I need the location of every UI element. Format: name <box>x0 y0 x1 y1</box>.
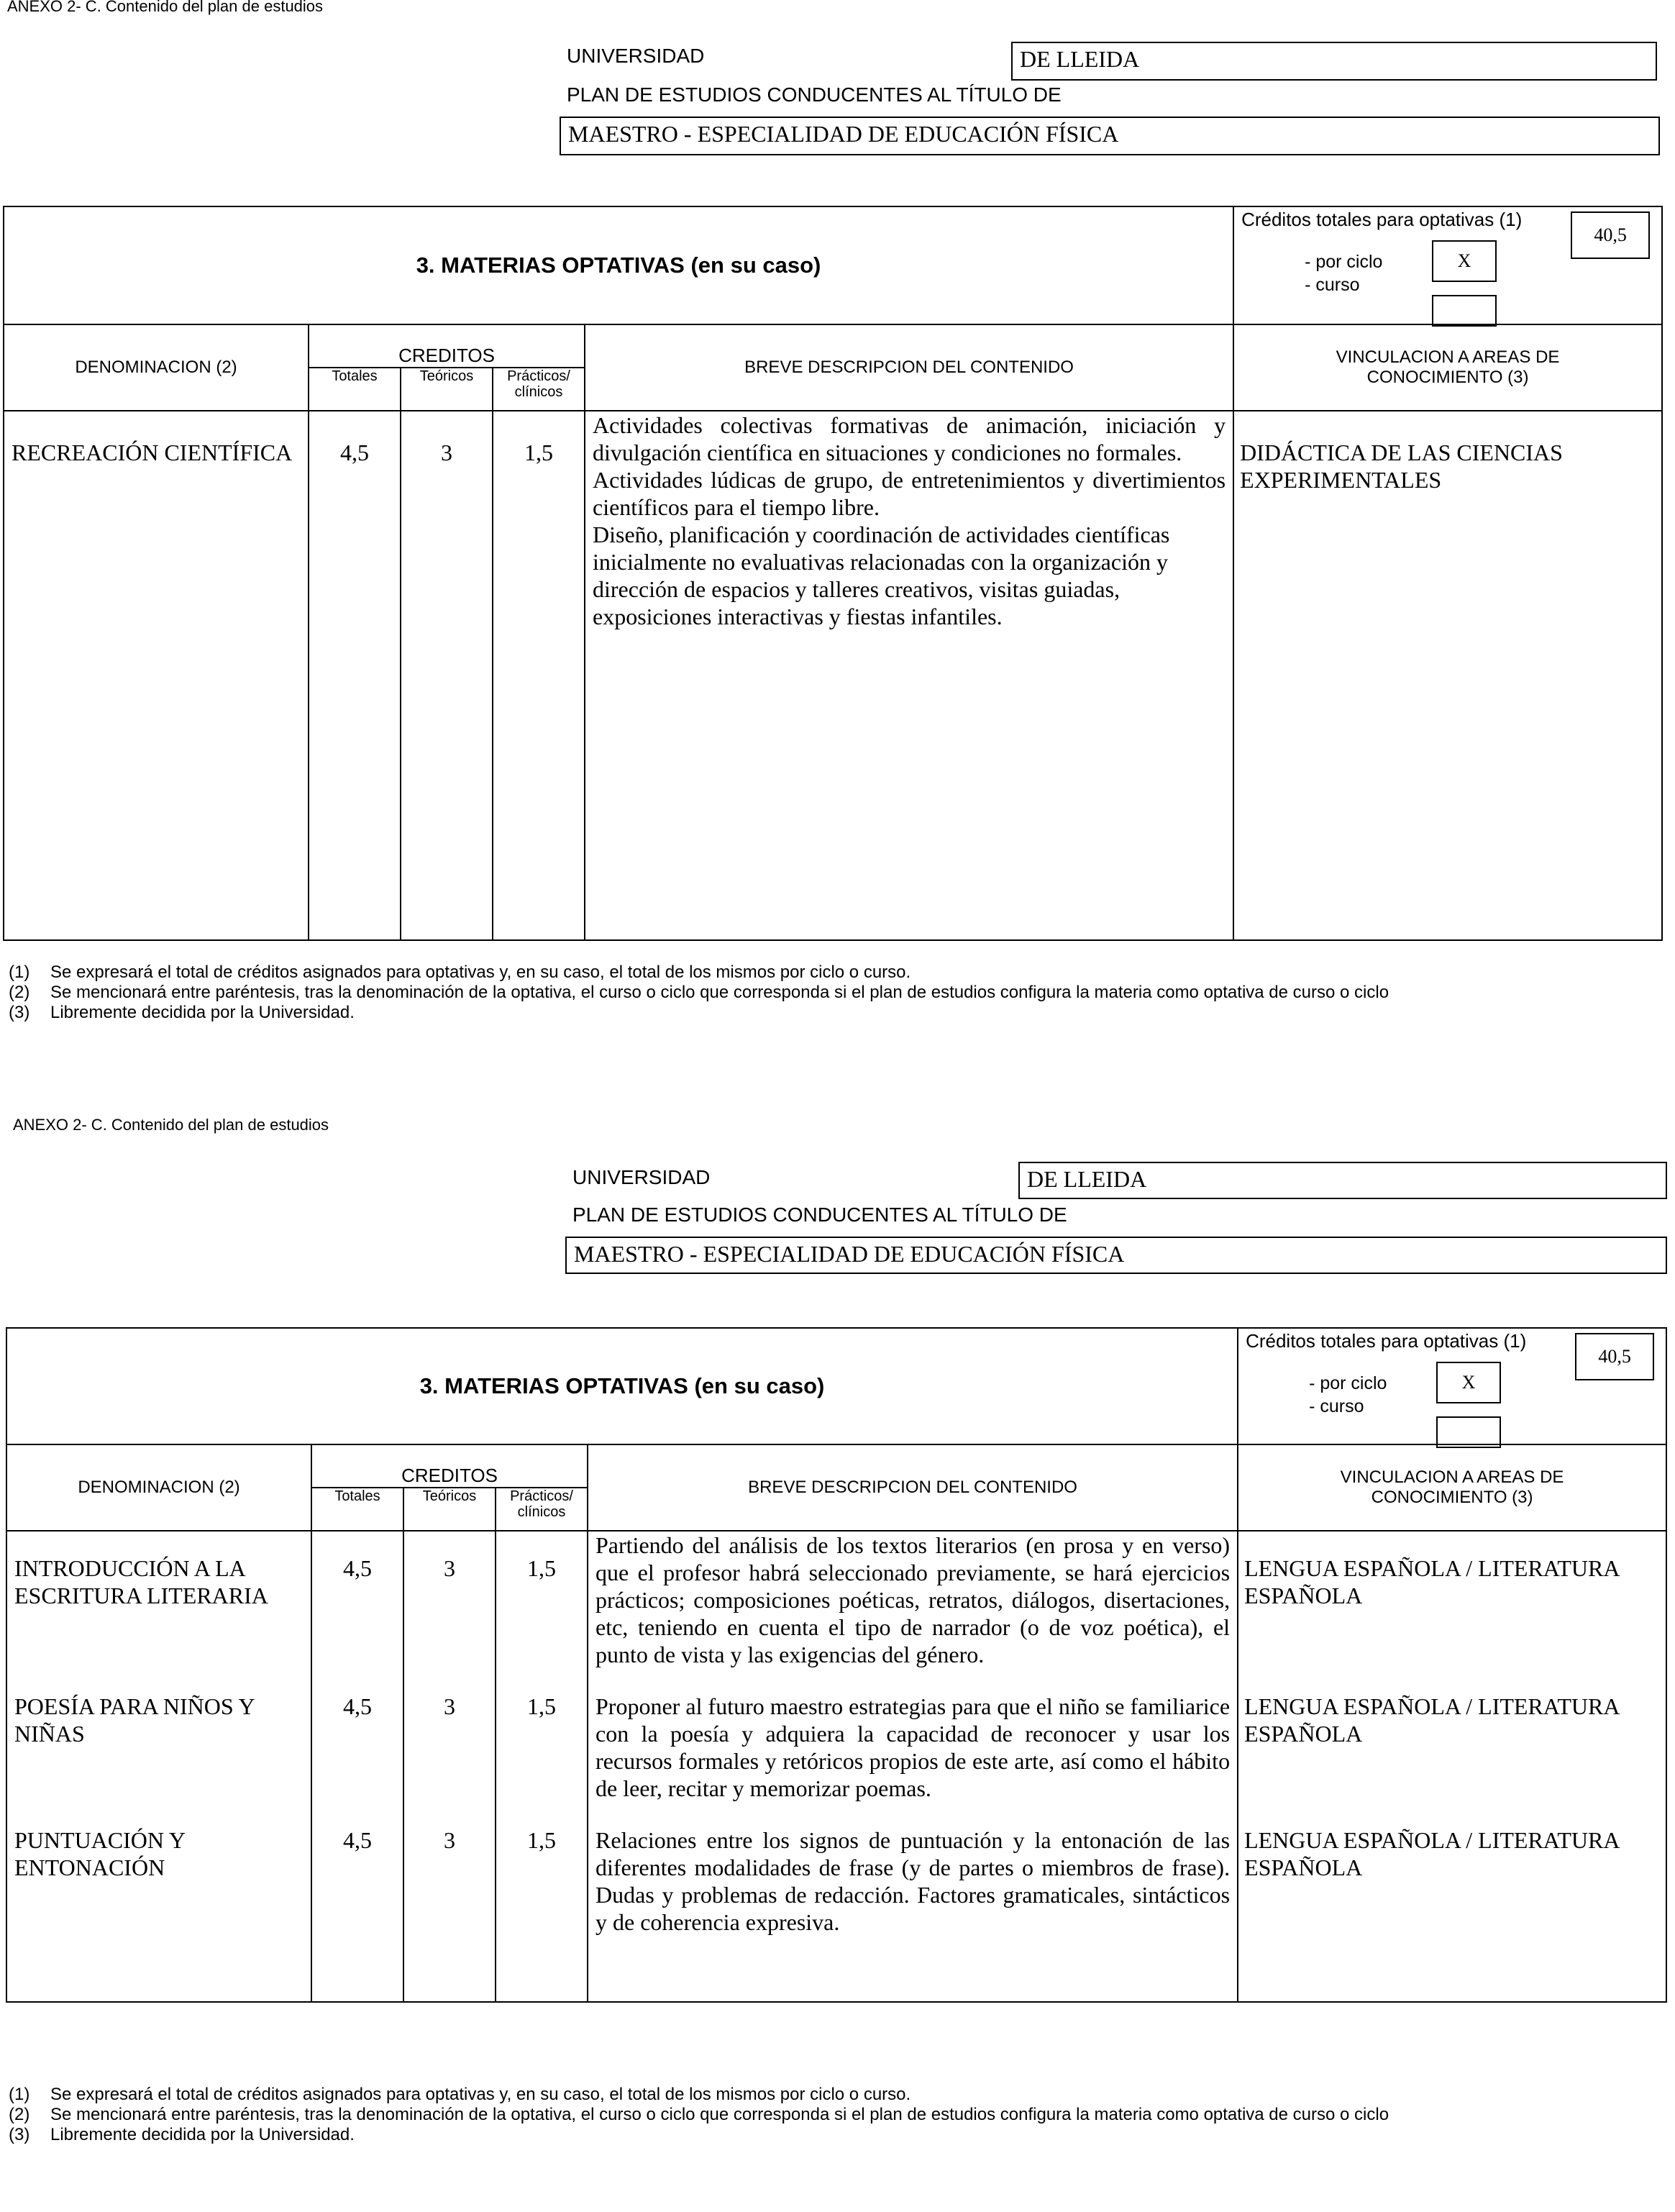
footnote <box>9 983 1627 1003</box>
creditos-teoricos: 3 <box>401 411 493 940</box>
plan-value: MAESTRO - ESPECIALIDAD DE EDUCACIÓN FÍSICA <box>574 1241 1125 1267</box>
plan-field <box>565 1237 1667 1274</box>
materias-table <box>3 206 1663 941</box>
materia-area: LENGUA ESPAÑOLA / LITERATURA ESPAÑOLA <box>1238 1693 1666 1826</box>
descripcion-paragraph: Actividades colectivas formativas de animación, iniciación y divulgación científica en situaciones y condiciones no formales. <box>593 412 1226 465</box>
header-creditos: CREDITOS <box>309 324 585 368</box>
header-vinculacion: VINCULACION A AREAS DE CONOCIMIENTO (3) <box>1233 324 1662 411</box>
creditos-totales-cell <box>1238 1328 1666 1444</box>
creditos-practicos: 1,5 <box>496 1531 588 1693</box>
footnote-text: Se mencionará entre paréntesis, tras la denominación de la optativa, el curso o ciclo que corresponda si el plan de estudios configura la materia como optativa de curso o ciclo <box>50 2105 1389 2124</box>
header-totales: Totales <box>311 1488 403 1531</box>
annex-title: ANEXO 2- C. Contenido del plan de estudios <box>13 1116 329 1134</box>
creditos-totales-label: Créditos totales para optativas (1) <box>1241 209 1523 230</box>
footnote-text: Se expresará el total de créditos asignados para optativas y, en su caso, el total de los mismos por ciclo o curso. <box>50 962 911 982</box>
plan-label: PLAN DE ESTUDIOS CONDUCENTES AL TÍTULO DE <box>567 83 1062 106</box>
plan-field <box>560 117 1660 155</box>
table-row <box>6 1693 1666 1826</box>
materia-name: PUNTUACIÓN Y ENTONACIÓN <box>6 1826 311 2002</box>
materia-descripcion <box>588 1531 1238 1693</box>
creditos-teoricos: 3 <box>403 1693 496 1826</box>
por-ciclo-value: X <box>1432 240 1497 282</box>
footnote-number: (3) <box>9 2125 30 2144</box>
creditos-teoricos: 3 <box>403 1531 496 1693</box>
por-ciclo-label: - por ciclo - curso <box>1305 252 1383 295</box>
header-descripcion: BREVE DESCRIPCION DEL CONTENIDO <box>588 1444 1238 1531</box>
plan-value: MAESTRO - ESPECIALIDAD DE EDUCACIÓN FÍSICA <box>568 121 1119 147</box>
curso-box <box>1436 1416 1501 1448</box>
materia-descripcion <box>588 1826 1238 2002</box>
footnote <box>9 2085 1627 2105</box>
footnote-text: Libremente decidida por la Universidad. <box>50 2125 355 2144</box>
materia-descripcion <box>585 411 1233 940</box>
universidad-value: DE LLEIDA <box>1027 1166 1147 1192</box>
materias-table <box>6 1327 1667 2003</box>
materia-area: LENGUA ESPAÑOLA / LITERATURA ESPAÑOLA <box>1238 1531 1666 1693</box>
por-ciclo-value: X <box>1436 1362 1501 1403</box>
footnote-text: Se expresará el total de créditos asignados para optativas y, en su caso, el total de los mismos por ciclo o curso. <box>50 2085 911 2104</box>
footnote <box>9 2125 1627 2145</box>
header-teoricos: Teóricos <box>401 368 493 411</box>
creditos-totales-value: 40,5 <box>1575 1333 1654 1380</box>
creditos-practicos: 1,5 <box>493 411 585 940</box>
creditos-totales-label: Créditos totales para optativas (1) <box>1246 1330 1527 1352</box>
creditos-totales: 4,5 <box>311 1531 403 1693</box>
universidad-field <box>1018 1162 1667 1199</box>
header-teoricos: Teóricos <box>403 1488 496 1531</box>
materia-name: INTRODUCCIÓN A LA ESCRITURA LITERARIA <box>6 1531 311 1693</box>
descripcion-paragraph: Partiendo del análisis de los textos literarios (en prosa y en verso) que el profesor habrá seleccionado previamente, se hará ejercicios prácticos; composiciones poéticas, retratos, diálogos, disertaciones, etc, teniendo en cuenta el tipo de narrador (o de voz poética), el punto de vista y las exigencias del género. <box>595 1532 1231 1667</box>
universidad-field <box>1011 42 1657 81</box>
footnote <box>9 962 1627 983</box>
materia-area: DIDÁCTICA DE LAS CIENCIAS EXPERIMENTALES <box>1233 411 1662 940</box>
creditos-totales-cell <box>1233 206 1662 324</box>
plan-label: PLAN DE ESTUDIOS CONDUCENTES AL TÍTULO DE <box>572 1203 1067 1226</box>
section-title: 3. MATERIAS OPTATIVAS (en su caso) <box>4 206 1233 324</box>
curso-box <box>1432 295 1497 327</box>
footnotes <box>9 2085 1627 2145</box>
table-row <box>6 1531 1666 1693</box>
creditos-practicos: 1,5 <box>496 1693 588 1826</box>
footnote-number: (2) <box>9 2105 30 2124</box>
por-ciclo-label: - por ciclo - curso <box>1309 1373 1387 1416</box>
section-title: 3. MATERIAS OPTATIVAS (en su caso) <box>6 1328 1238 1444</box>
header-denominacion: DENOMINACION (2) <box>4 324 309 411</box>
table-row <box>4 411 1662 940</box>
creditos-totales: 4,5 <box>311 1826 403 2002</box>
footnote-number: (1) <box>9 962 30 982</box>
materia-name: POESÍA PARA NIÑOS Y NIÑAS <box>6 1693 311 1826</box>
footnote-number: (2) <box>9 983 30 1002</box>
header-practicos: Prácticos/ clínicos <box>496 1488 588 1531</box>
footnote <box>9 1003 1627 1023</box>
table-row <box>6 1826 1666 2002</box>
creditos-totales-value: 40,5 <box>1571 211 1650 259</box>
footnote-text: Libremente decidida por la Universidad. <box>50 1003 355 1022</box>
creditos-totales: 4,5 <box>309 411 401 940</box>
document-page-2 <box>0 1116 1675 2212</box>
header-totales: Totales <box>309 368 401 411</box>
descripcion-paragraph: Actividades lúdicas de grupo, de entretenimientos y divertimientos científicos para el tiempo libre. <box>593 467 1226 520</box>
universidad-label: UNIVERSIDAD <box>572 1166 711 1188</box>
descripcion-paragraph: Proponer al futuro maestro estrategias para que el niño se familiarice con la poesía y adquiera la capacidad de reconocer y usar los recursos formales y retóricos propios de este arte, así como el hábito de leer, recitar y memorizar poemas. <box>595 1693 1231 1801</box>
document-page-1 <box>0 0 1675 1093</box>
footnote <box>9 2105 1627 2125</box>
header-practicos: Prácticos/ clínicos <box>493 368 585 411</box>
annex-title: ANEXO 2- C. Contenido del plan de estudios <box>7 0 324 15</box>
descripcion-paragraph: Relaciones entre los signos de puntuación y la entonación de las diferentes modalidades de frase (y de partes o miembros de frase). Dudas y problemas de redacción. Factores gramaticales, sintácticos y de coherencia expresiva. <box>595 1827 1231 1935</box>
footnotes <box>9 962 1627 1023</box>
header-descripcion: BREVE DESCRIPCION DEL CONTENIDO <box>585 324 1233 411</box>
creditos-teoricos: 3 <box>403 1826 496 2002</box>
footnote-number: (1) <box>9 2085 30 2104</box>
descripcion-paragraph: Diseño, planificación y coordinación de actividades científicas inicialmente no evaluativas relacionadas con la organización y dirección de espacios y talleres creativos, visitas guiadas, exposiciones interactivas y fiestas infantiles. <box>593 522 1170 629</box>
header-vinculacion: VINCULACION A AREAS DE CONOCIMIENTO (3) <box>1238 1444 1666 1531</box>
materia-descripcion <box>588 1693 1238 1826</box>
materia-name: RECREACIÓN CIENTÍFICA <box>4 411 309 940</box>
universidad-label: UNIVERSIDAD <box>567 45 705 67</box>
creditos-totales: 4,5 <box>311 1693 403 1826</box>
creditos-practicos: 1,5 <box>496 1826 588 2002</box>
footnote-text: Se mencionará entre paréntesis, tras la denominación de la optativa, el curso o ciclo que corresponda si el plan de estudios configura la materia como optativa de curso o ciclo <box>50 983 1389 1002</box>
materia-area: LENGUA ESPAÑOLA / LITERATURA ESPAÑOLA <box>1238 1826 1666 2002</box>
universidad-value: DE LLEIDA <box>1020 46 1140 72</box>
footnote-number: (3) <box>9 1003 30 1022</box>
header-denominacion: DENOMINACION (2) <box>6 1444 311 1531</box>
header-creditos: CREDITOS <box>311 1444 588 1488</box>
